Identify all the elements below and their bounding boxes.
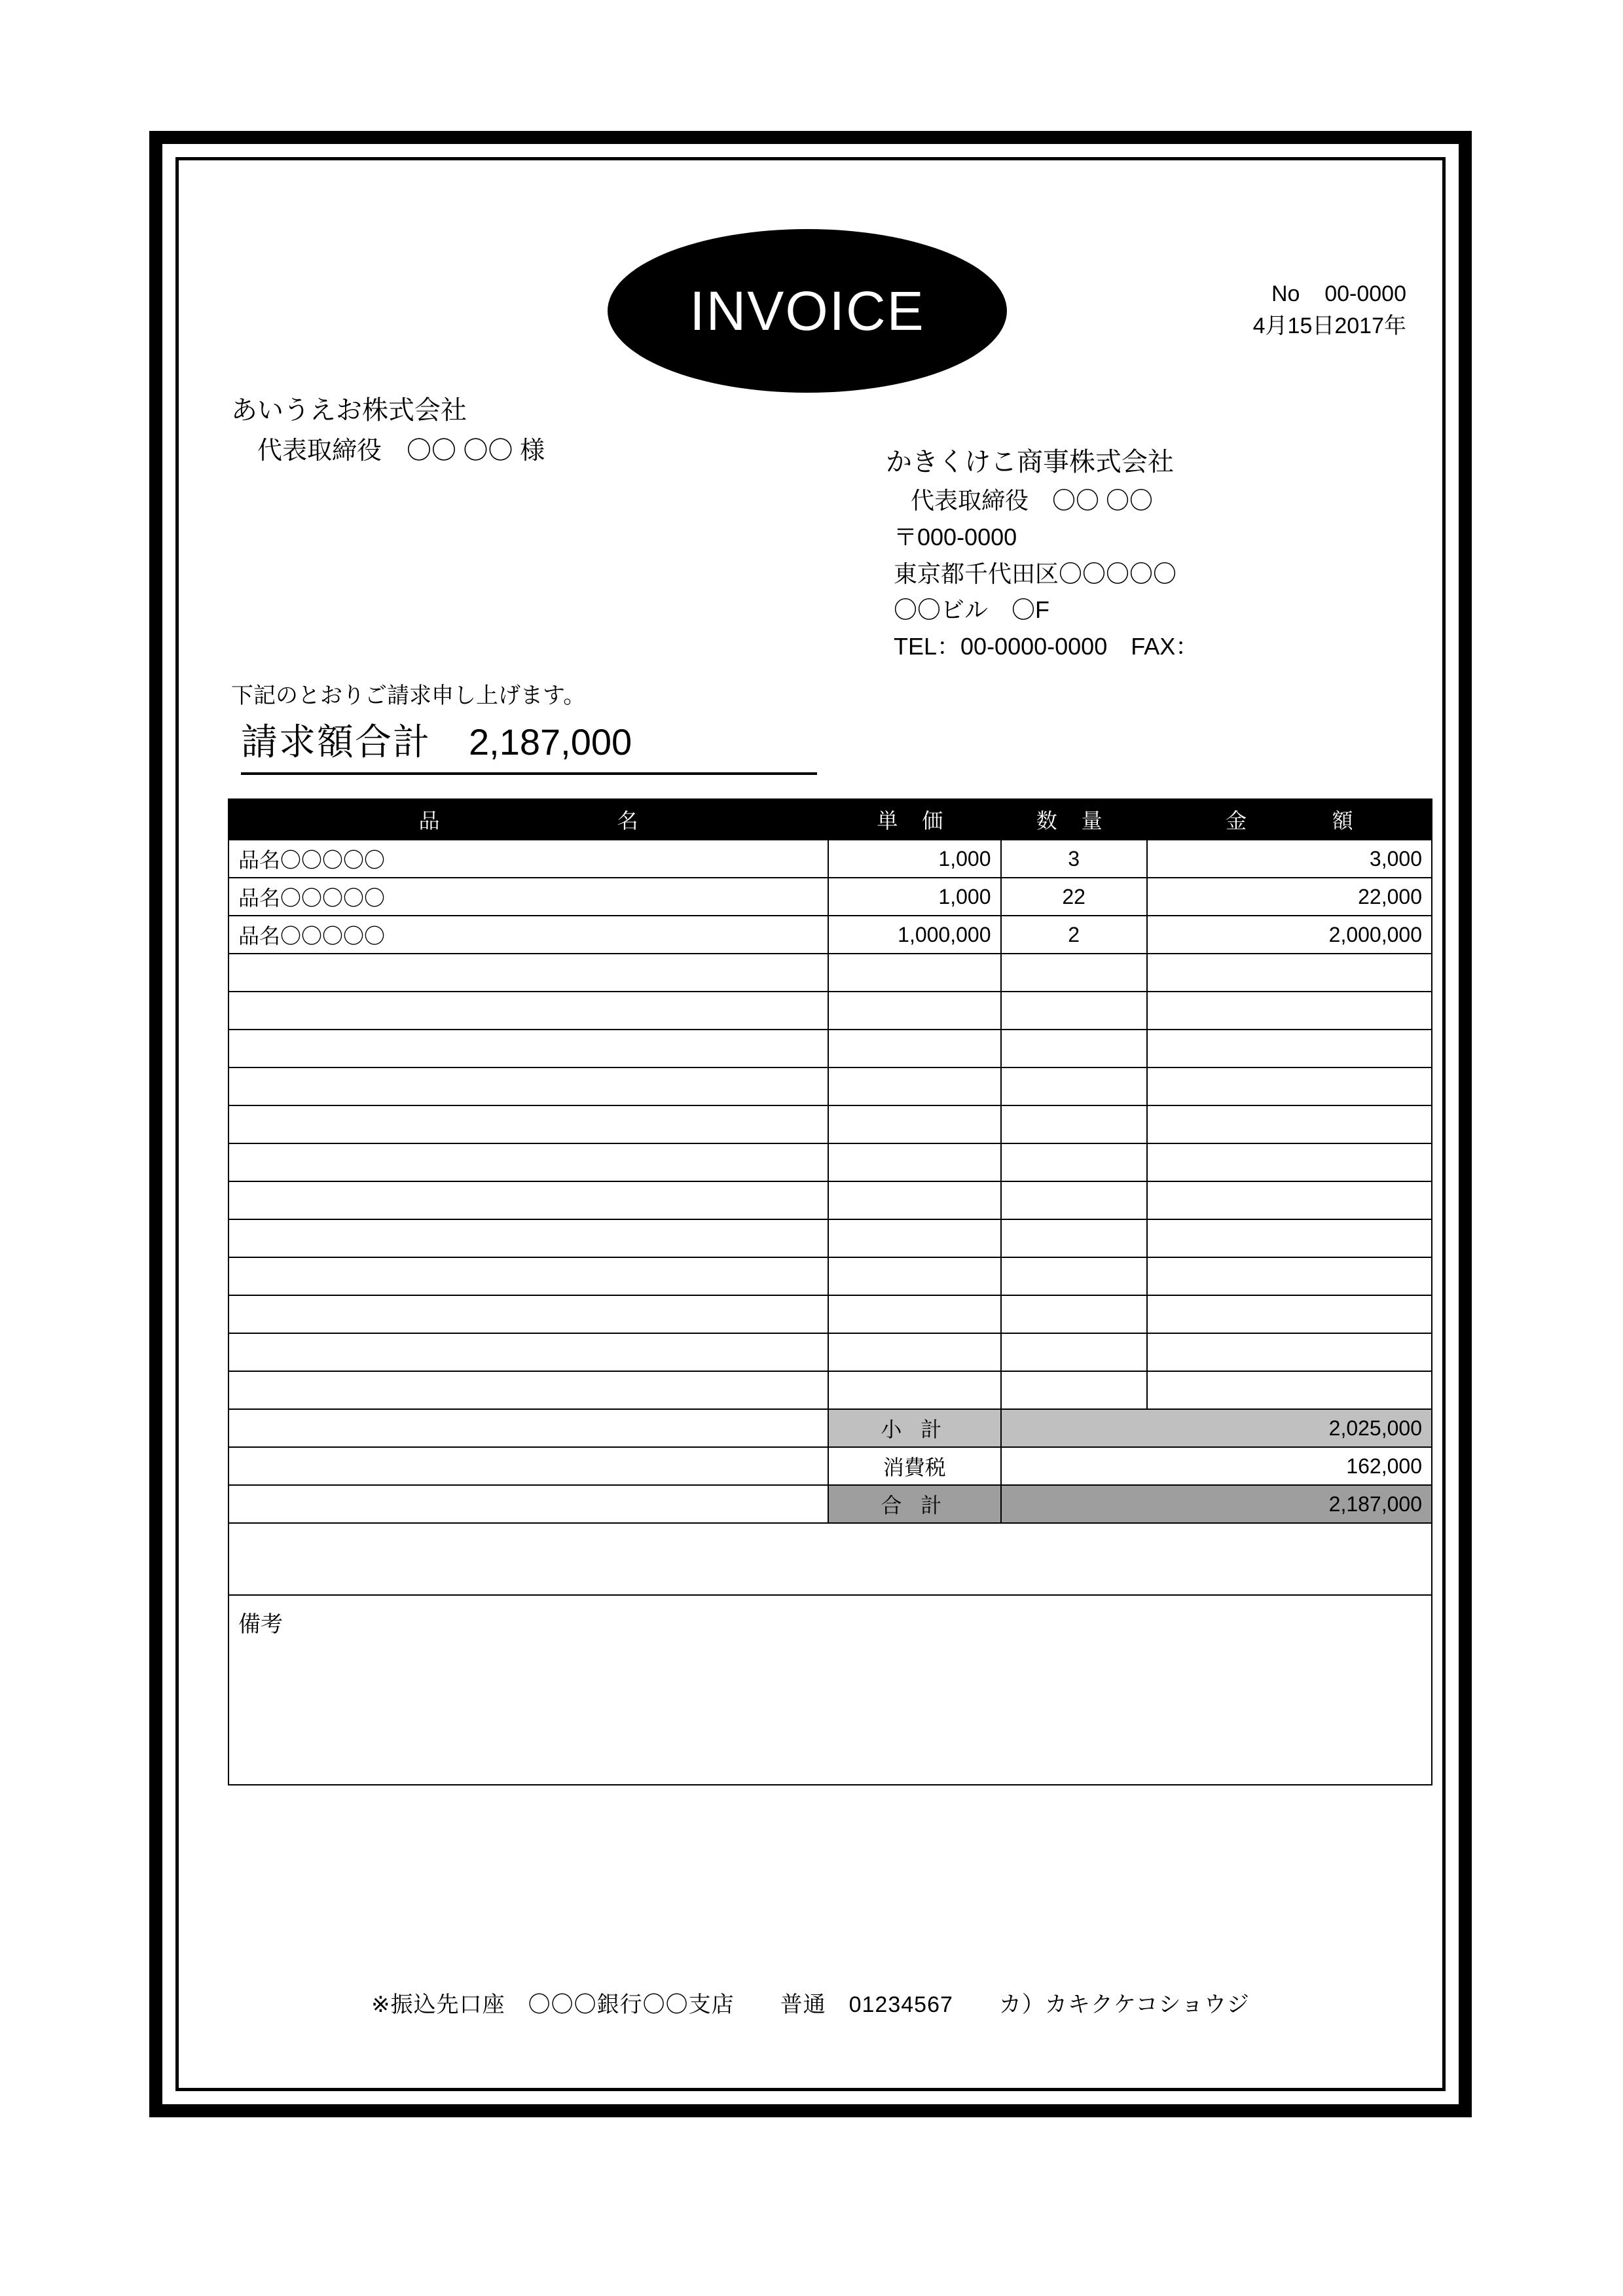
page-title: INVOICE [689,279,925,342]
table-row [228,878,1432,916]
document-frame-inner [175,157,1446,2091]
table-body [228,840,1432,1785]
invoice-number-row [1253,278,1406,310]
table-row-empty [228,1067,1432,1105]
cell-quantity: 22 [1001,878,1147,916]
summary-row-tax [228,1447,1432,1485]
issuer-contact: TEL：00-0000-0000 FAX： [894,633,1199,660]
column-header-amount-right: 額 [1332,809,1353,833]
lead-sentence: 下記のとおりご請求申し上げます。 [231,683,586,708]
column-header-name-left: 品 [418,809,440,833]
line-items-table [228,798,1432,1785]
customer-person: 代表取締役 〇〇 〇〇 様 [257,437,545,465]
summary-value-subtotal: 2,025,000 [1001,1409,1432,1447]
column-header-amount [1147,799,1432,840]
cell-amount: 22,000 [1147,878,1432,916]
summary-row-subtotal [228,1409,1432,1447]
total-headline-label: 請求額合計 [241,721,431,762]
issuer-address-1: 東京都千代田区〇〇〇〇〇 [894,560,1177,587]
table-row-empty [228,1333,1432,1371]
table-row-empty [228,1181,1432,1219]
document-frame-outer [149,131,1472,2117]
invoice-title-badge [608,229,1007,393]
table-row-empty [228,1371,1432,1409]
table-row [228,916,1432,954]
column-header-amount-left: 金 [1226,809,1247,833]
summary-label-subtotal: 小 計 [828,1409,1000,1447]
invoice-number-label: No [1271,281,1300,306]
spacer-cell [228,1523,1432,1595]
cell-amount: 3,000 [1147,840,1432,878]
column-header-name [228,799,828,840]
table-row-empty [228,1219,1432,1257]
table-row-empty [228,1257,1432,1295]
bank-account-note: ※振込先口座 〇〇〇銀行〇〇支店 普通 01234567 カ）カキクケコショウジ [371,1992,1250,2017]
summary-spacer [228,1485,828,1523]
summary-value-total: 2,187,000 [1001,1485,1432,1523]
summary-value-tax: 162,000 [1001,1447,1432,1485]
table-row-empty [228,1030,1432,1067]
remarks-row [228,1595,1432,1785]
cell-quantity: 2 [1001,916,1147,954]
summary-label-total: 合 計 [828,1485,1000,1523]
total-headline-value: 2,187,000 [469,721,632,762]
column-header-name-right: 名 [617,809,638,833]
column-header-qty: 数 量 [1001,799,1147,840]
table-row-empty [228,954,1432,992]
summary-row-total [228,1485,1432,1523]
cell-unit-price: 1,000 [828,840,1000,878]
cell-item-name: 品名〇〇〇〇〇 [228,840,828,878]
spacer-row [228,1523,1432,1595]
table-header-row [228,799,1432,840]
cell-unit-price: 1,000,000 [828,916,1000,954]
cell-item-name: 品名〇〇〇〇〇 [228,878,828,916]
invoice-date: 4月15日2017年 [1252,314,1406,339]
table-row [228,840,1432,878]
invoice-meta [1253,278,1406,343]
customer-block [231,389,545,471]
cell-quantity: 3 [1001,840,1147,878]
summary-spacer [228,1447,828,1485]
customer-company: あいうえお株式会社 [231,396,467,425]
total-headline [241,713,817,775]
column-header-price: 単 価 [828,799,1000,840]
cell-amount: 2,000,000 [1147,916,1432,954]
issuer-company: かきくけこ商事株式会社 [886,448,1174,476]
cell-item-name: 品名〇〇〇〇〇 [228,916,828,954]
remarks-label: 備考 [228,1595,1432,1785]
table-row-empty [228,1143,1432,1181]
table-row-empty [228,1295,1432,1333]
issuer-person: 代表取締役 〇〇 〇〇 [911,487,1154,514]
summary-label-tax: 消費税 [828,1447,1000,1485]
issuer-postal: 〒000-0000 [894,523,1017,550]
cell-unit-price: 1,000 [828,878,1000,916]
table-row-empty [228,992,1432,1030]
issuer-address-2: 〇〇ビル 〇F [894,596,1049,624]
table-row-empty [228,1105,1432,1143]
invoice-number-value: 00-0000 [1324,281,1406,306]
summary-spacer [228,1409,828,1447]
issuer-block [886,442,1199,665]
document-content [179,160,1442,2088]
